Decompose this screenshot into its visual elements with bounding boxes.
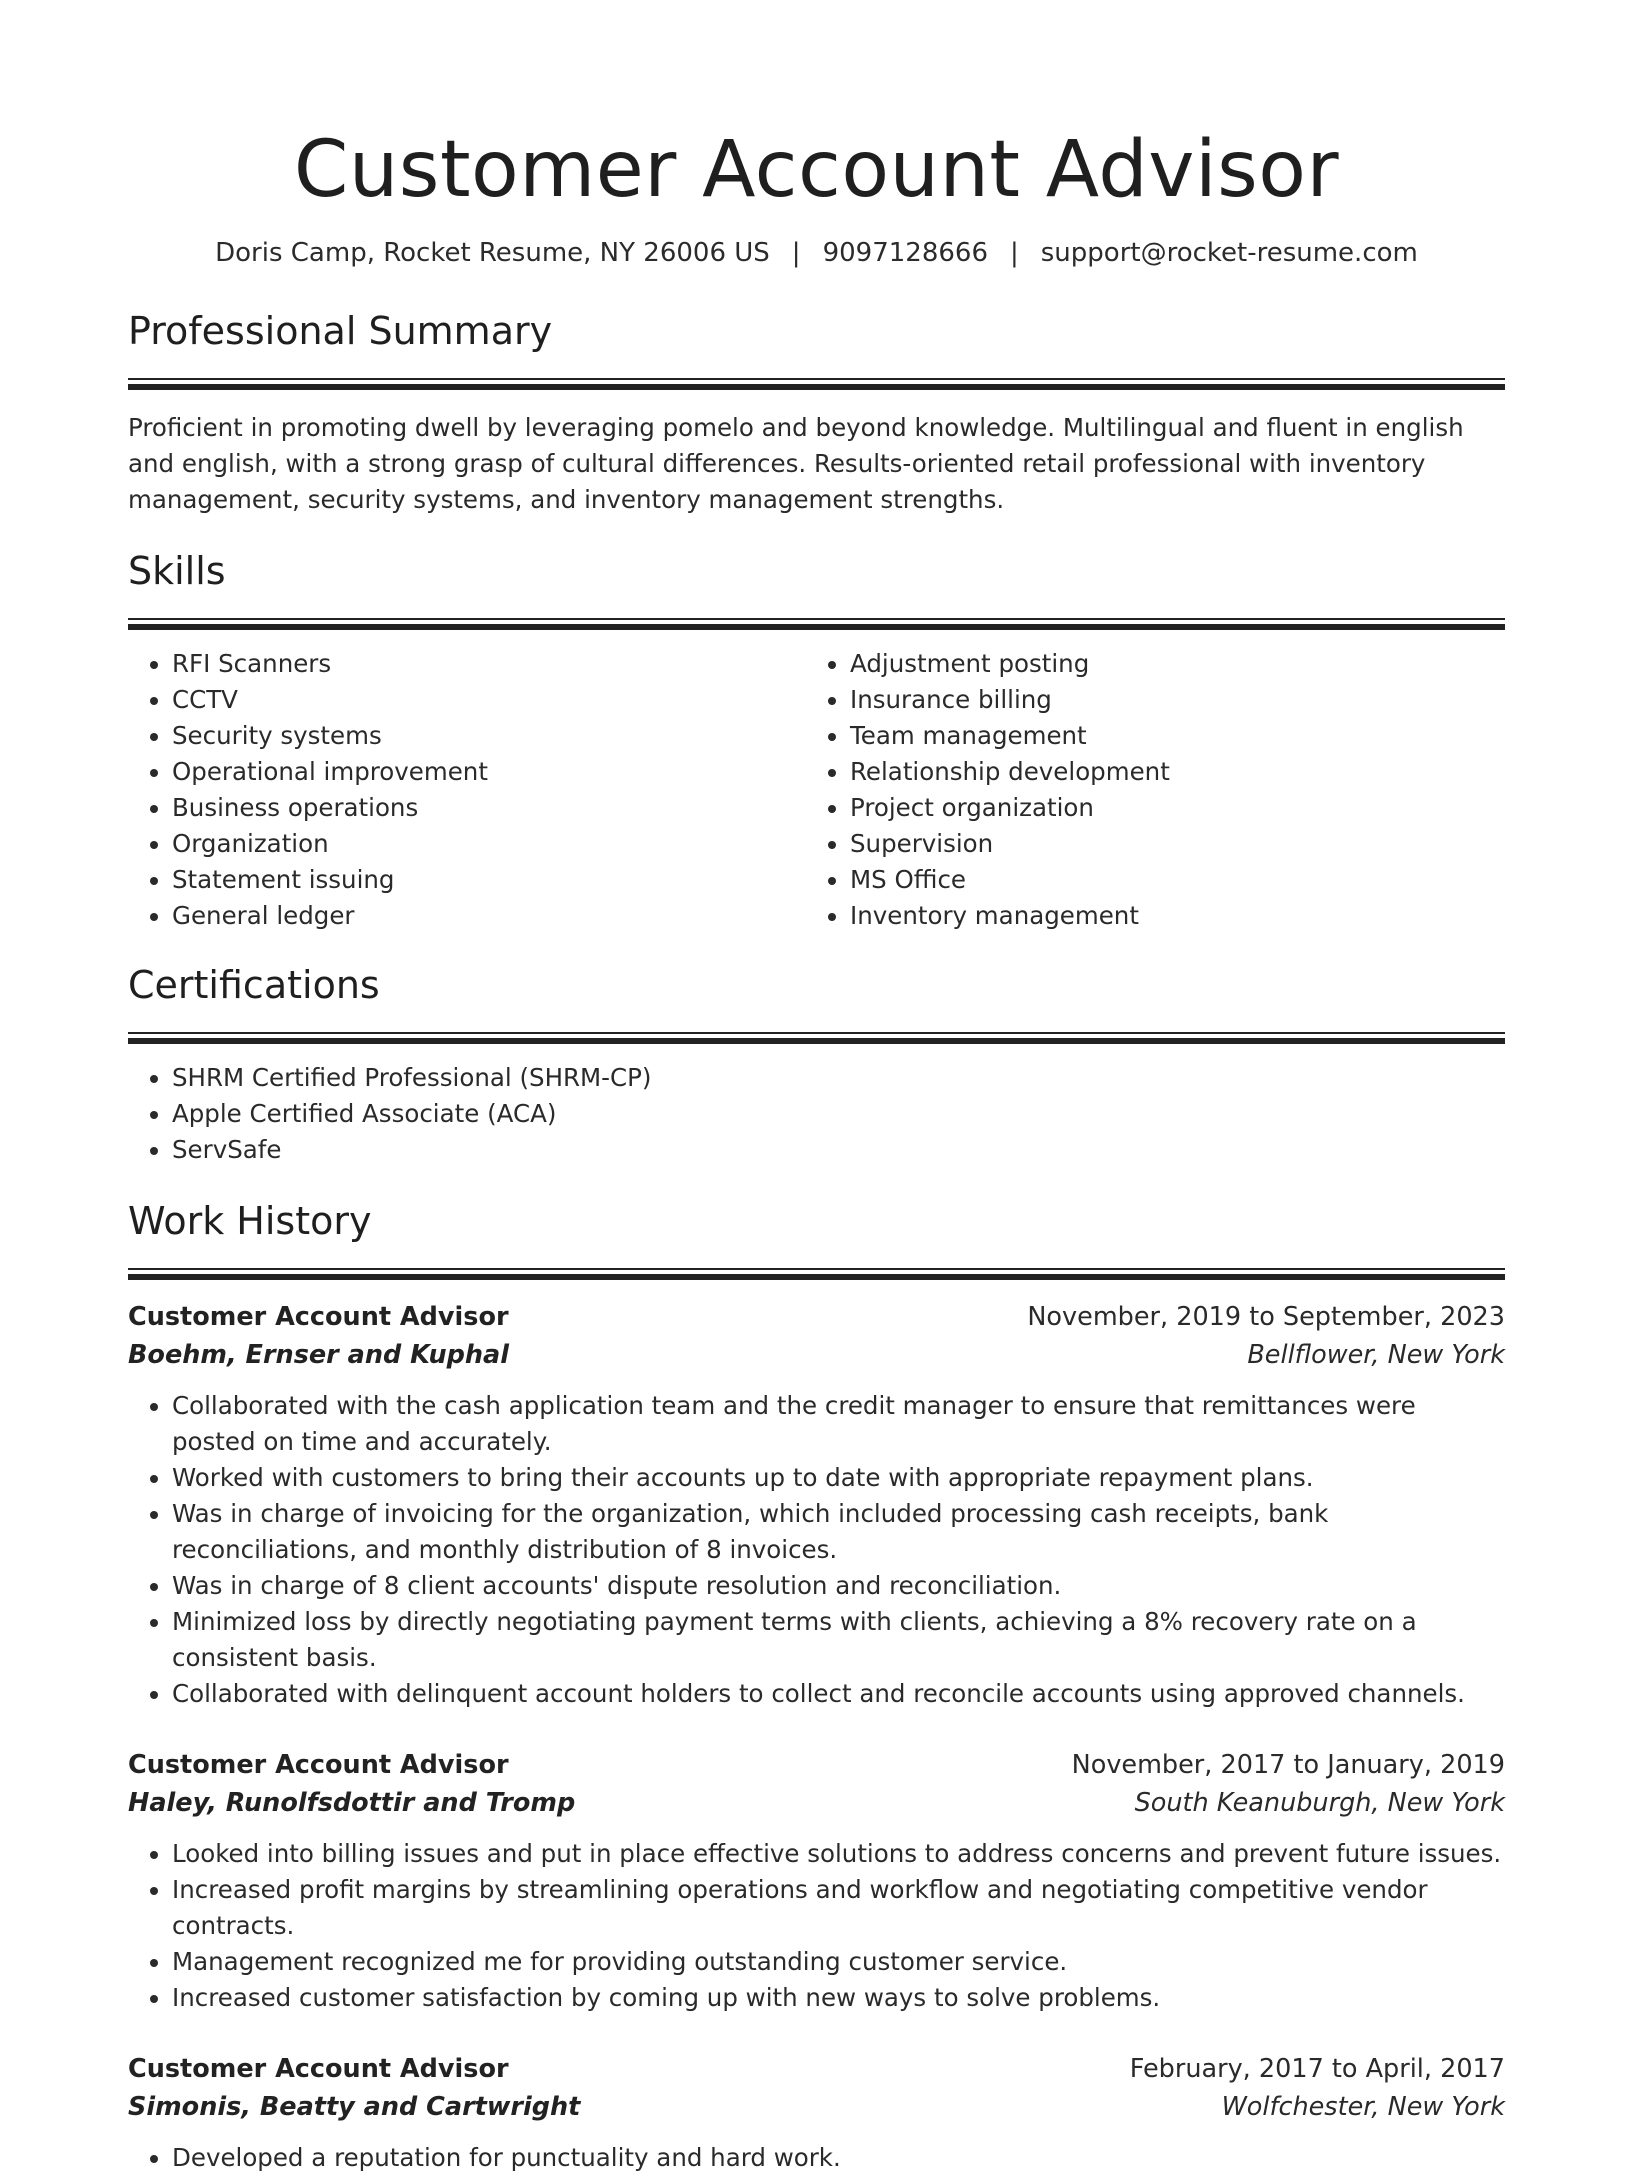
section-heading-certifications: Certifications <box>128 963 380 1007</box>
job-bullet: • Management recognized me for providing outstanding customer service. <box>172 1944 1505 1980</box>
job-bullet: • Increased profit margins by streamlining operations and workflow and negotiating competitive vendor contracts. <box>172 1872 1505 1944</box>
skills-section <box>128 548 1505 934</box>
certifications-section <box>128 962 1505 1168</box>
section-divider <box>128 378 1505 390</box>
summary-section <box>128 308 1505 518</box>
job-bullet: • Increased customer satisfaction by coming up with new ways to solve problems. <box>172 1980 1505 2016</box>
contact-separator: | <box>1009 238 1019 268</box>
skills-column-left <box>128 646 806 934</box>
section-divider <box>128 618 1505 630</box>
job-bullet: • Worked with customers to bring their accounts up to date with appropriate repayment plans. <box>172 1460 1505 1496</box>
contact-email[interactable]: support@rocket-resume.com <box>1040 238 1418 268</box>
job-entry <box>128 1298 1505 1712</box>
job-dates: February, 2017 to April, 2017 <box>1129 2054 1505 2084</box>
job-bullet: • Was in charge of invoicing for the organization, which included processing cash receipts, bank reconciliations, and monthly distribution of 8 invoices. <box>172 1496 1505 1568</box>
skill-item: • Operational improvement <box>172 754 806 790</box>
skill-item: • Relationship development <box>850 754 1484 790</box>
section-heading-summary: Professional Summary <box>128 309 553 353</box>
skill-item: • Team management <box>850 718 1484 754</box>
job-company: Simonis, Beatty and Cartwright <box>128 2092 581 2122</box>
job-bullet: • Was in charge of 8 client accounts' dispute resolution and reconciliation. <box>172 1568 1505 1604</box>
section-heading-skills: Skills <box>128 549 226 593</box>
job-bullet: • Collaborated with the cash application team and the credit manager to ensure that remittances were posted on time and accurately. <box>172 1388 1505 1460</box>
certification-item: • Apple Certified Associate (ACA) <box>172 1096 1505 1132</box>
skill-item: • Supervision <box>850 826 1484 862</box>
job-company: Boehm, Ernser and Kuphal <box>128 1340 509 1370</box>
contact-line <box>128 236 1505 270</box>
job-title: Customer Account Advisor <box>128 1750 509 1780</box>
job-company: Haley, Runolfsdottir and Tromp <box>128 1788 576 1818</box>
resume-title: Customer Account Advisor <box>293 125 1340 215</box>
job-location: Wolfchester, New York <box>1221 2092 1505 2122</box>
skill-item: • Business operations <box>172 790 806 826</box>
job-bullet: • Developed a reputation for punctuality and hard work. <box>172 2140 1505 2176</box>
job-title: Customer Account Advisor <box>128 1302 509 1332</box>
skill-item: • Inventory management <box>850 898 1484 934</box>
skill-item: • Project organization <box>850 790 1484 826</box>
contact-phone: 9097128666 <box>822 238 988 268</box>
skill-item: • RFI Scanners <box>172 646 806 682</box>
section-heading-work-history: Work History <box>128 1199 372 1243</box>
certification-item: • SHRM Certified Professional (SHRM-CP) <box>172 1060 1505 1096</box>
skill-item: • Organization <box>172 826 806 862</box>
resume-page <box>128 0 1505 2176</box>
skills-grid <box>128 646 1505 934</box>
job-dates: November, 2019 to September, 2023 <box>1027 1302 1505 1332</box>
job-location: Bellflower, New York <box>1247 1340 1505 1370</box>
contact-separator: | <box>791 238 801 268</box>
job-location: South Keanuburgh, New York <box>1134 1788 1505 1818</box>
skill-item: • Adjustment posting <box>850 646 1484 682</box>
skill-item: • Statement issuing <box>172 862 806 898</box>
job-bullet: • Looked into billing issues and put in place effective solutions to address concerns and prevent future issues. <box>172 1836 1505 1872</box>
summary-text: Proficient in promoting dwell by leveraging pomelo and beyond knowledge. Multilingual and fluent in english and english, with a strong grasp of cultural differences. Results-oriented retail professional with inventory management, security systems, and inventory management strengths. <box>128 413 1464 514</box>
section-divider <box>128 1268 1505 1280</box>
certifications-list <box>128 1060 1505 1168</box>
skill-item: • CCTV <box>172 682 806 718</box>
skill-item: • Security systems <box>172 718 806 754</box>
work-history-section <box>128 1198 1505 2176</box>
section-divider <box>128 1032 1505 1044</box>
contact-address: Doris Camp, Rocket Resume, NY 26006 US <box>215 238 770 268</box>
job-entry <box>128 2050 1505 2176</box>
job-title: Customer Account Advisor <box>128 2054 509 2084</box>
job-dates: November, 2017 to January, 2019 <box>1071 1750 1505 1780</box>
skill-item: • Insurance billing <box>850 682 1484 718</box>
skill-item: • MS Office <box>850 862 1484 898</box>
skill-item: • General ledger <box>172 898 806 934</box>
job-bullet: • Collaborated with delinquent account holders to collect and reconcile accounts using approved channels. <box>172 1676 1505 1712</box>
job-entry <box>128 1746 1505 2016</box>
skills-column-right <box>806 646 1484 934</box>
job-bullet: • Minimized loss by directly negotiating payment terms with clients, achieving a 8% recovery rate on a consistent basis. <box>172 1604 1505 1676</box>
certification-item: • ServSafe <box>172 1132 1505 1168</box>
